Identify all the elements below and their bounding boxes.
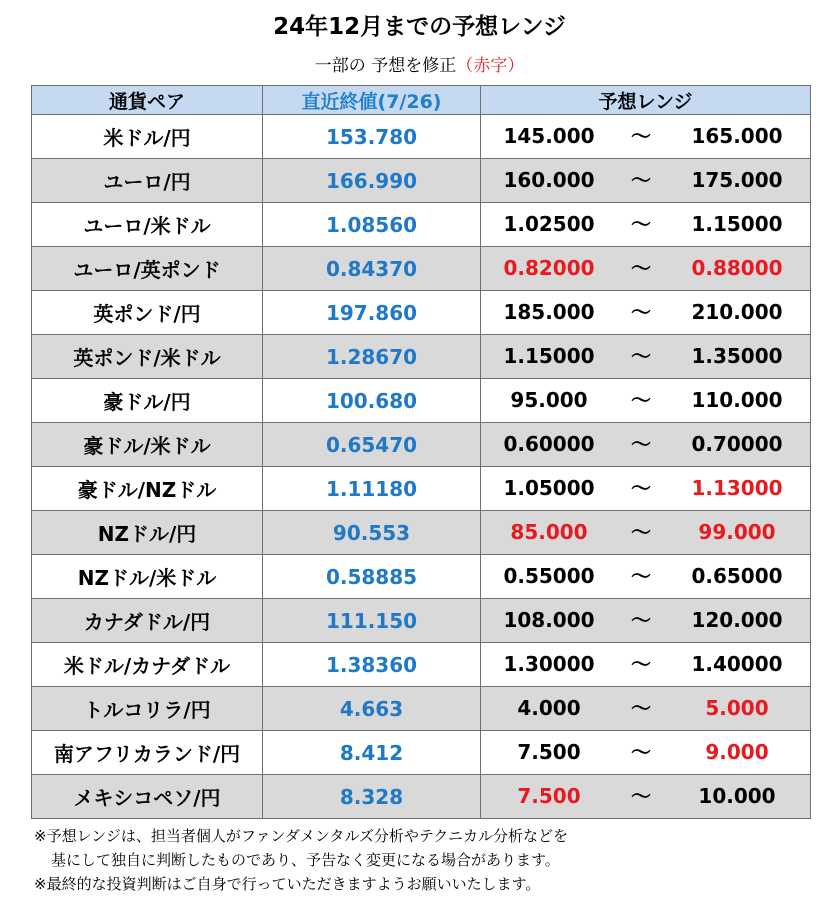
- currency-pair-cell: 米ドル/円: [32, 115, 263, 159]
- latest-close-cell: 90.553: [263, 511, 481, 555]
- range-high-value: 0.65000: [691, 564, 783, 588]
- currency-pair-cell: 豪ドル/円: [32, 379, 263, 423]
- latest-close-cell: 8.328: [263, 775, 481, 819]
- range-tilde: ～: [631, 168, 651, 192]
- forecast-range-cell: [481, 203, 811, 247]
- range-tilde: ～: [631, 520, 651, 544]
- table-row: [32, 115, 811, 159]
- forecast-range-cell: [481, 247, 811, 291]
- disclaimer-line: ※予想レンジは、担当者個人がファンダメンタルズ分析やテクニカル分析などを: [34, 827, 568, 845]
- currency-pair-cell: カナダドル/円: [32, 599, 263, 643]
- forecast-range-cell: [481, 511, 811, 555]
- forecast-range-cell: [481, 775, 811, 819]
- range-high-value: 1.15000: [691, 212, 783, 236]
- range-tilde: ～: [631, 344, 651, 368]
- latest-close-cell: 1.28670: [263, 335, 481, 379]
- table-header-row: [32, 86, 811, 115]
- currency-pair-cell: ユーロ/円: [32, 159, 263, 203]
- range-high-value: 0.88000: [691, 256, 783, 280]
- table-row: [32, 643, 811, 687]
- range-high-value: 10.000: [698, 784, 776, 808]
- table-row: [32, 335, 811, 379]
- range-tilde: ～: [631, 696, 651, 720]
- range-high-value: 5.000: [705, 696, 769, 720]
- header-latest-close: 直近終値(7/26): [263, 86, 481, 115]
- range-low-value: 7.500: [517, 740, 581, 764]
- latest-close-cell: 4.663: [263, 687, 481, 731]
- page-title: 24年12月までの予想レンジ: [273, 14, 566, 40]
- range-low-value: 108.000: [503, 608, 595, 632]
- forecast-range-cell: [481, 599, 811, 643]
- table-row: [32, 731, 811, 775]
- forecast-range-cell: [481, 731, 811, 775]
- range-high-value: 1.35000: [691, 344, 783, 368]
- range-low-value: 0.60000: [503, 432, 595, 456]
- range-tilde: ～: [631, 652, 651, 676]
- range-low-value: 185.000: [503, 300, 595, 324]
- latest-close-cell: 111.150: [263, 599, 481, 643]
- currency-pair-cell: 豪ドル/米ドル: [32, 423, 263, 467]
- range-high-value: 99.000: [698, 520, 776, 544]
- table-row: [32, 291, 811, 335]
- currency-pair-cell: NZドル/円: [32, 511, 263, 555]
- forecast-range-cell: [481, 115, 811, 159]
- range-tilde: ～: [631, 432, 651, 456]
- subtitle: [0, 51, 839, 76]
- range-low-value: 1.05000: [503, 476, 595, 500]
- range-high-value: 165.000: [691, 124, 783, 148]
- header-forecast-range: 予想レンジ: [481, 86, 811, 115]
- range-high-value: 210.000: [691, 300, 783, 324]
- range-tilde: ～: [631, 784, 651, 808]
- forecast-range-cell: [481, 159, 811, 203]
- latest-close-cell: 1.08560: [263, 203, 481, 247]
- currency-pair-cell: メキシコペソ/円: [32, 775, 263, 819]
- subtitle-note-open: （: [456, 56, 474, 76]
- currency-pair-cell: トルコリラ/円: [32, 687, 263, 731]
- disclaimer-line: 基にして独自に判断したものであり、予告なく変更になる場合があります。: [51, 851, 560, 869]
- table-row: [32, 247, 811, 291]
- range-low-value: 1.02500: [503, 212, 595, 236]
- disclaimer-notes: [34, 824, 568, 896]
- forecast-range-cell: [481, 423, 811, 467]
- currency-pair-cell: 英ポンド/円: [32, 291, 263, 335]
- range-tilde: ～: [631, 564, 651, 588]
- range-low-value: 0.82000: [503, 256, 595, 280]
- forecast-range-cell: [481, 687, 811, 731]
- range-high-value: 120.000: [691, 608, 783, 632]
- range-tilde: ～: [631, 476, 651, 500]
- currency-pair-cell: NZドル/米ドル: [32, 555, 263, 599]
- range-low-value: 1.15000: [503, 344, 595, 368]
- table-row: [32, 203, 811, 247]
- subtitle-note-close: ）: [507, 56, 525, 76]
- table-row: [32, 775, 811, 819]
- table-row: [32, 423, 811, 467]
- range-low-value: 0.55000: [503, 564, 595, 588]
- range-high-value: 9.000: [705, 740, 769, 764]
- currency-pair-cell: 豪ドル/NZドル: [32, 467, 263, 511]
- latest-close-cell: 0.84370: [263, 247, 481, 291]
- latest-close-cell: 8.412: [263, 731, 481, 775]
- latest-close-cell: 197.860: [263, 291, 481, 335]
- currency-pair-cell: 南アフリカランド/円: [32, 731, 263, 775]
- table-row: [32, 555, 811, 599]
- range-low-value: 160.000: [503, 168, 595, 192]
- forecast-range-cell: [481, 335, 811, 379]
- range-high-value: 0.70000: [691, 432, 783, 456]
- forecast-range-cell: [481, 379, 811, 423]
- forecast-range-cell: [481, 555, 811, 599]
- latest-close-cell: 1.11180: [263, 467, 481, 511]
- table-row: [32, 379, 811, 423]
- forecast-range-cell: [481, 291, 811, 335]
- latest-close-cell: 100.680: [263, 379, 481, 423]
- table-body: [32, 115, 811, 819]
- table-row: [32, 159, 811, 203]
- range-tilde: ～: [631, 124, 651, 148]
- subtitle-text: 一部の 予想を修正: [314, 56, 457, 76]
- range-high-value: 1.13000: [691, 476, 783, 500]
- currency-pair-cell: 英ポンド/米ドル: [32, 335, 263, 379]
- range-low-value: 95.000: [510, 388, 588, 412]
- range-high-value: 110.000: [691, 388, 783, 412]
- latest-close-cell: 1.38360: [263, 643, 481, 687]
- range-tilde: ～: [631, 388, 651, 412]
- currency-pair-cell: ユーロ/米ドル: [32, 203, 263, 247]
- range-tilde: ～: [631, 608, 651, 632]
- range-low-value: 4.000: [517, 696, 581, 720]
- forecast-range-cell: [481, 467, 811, 511]
- forecast-range-table: [31, 85, 811, 819]
- range-low-value: 85.000: [510, 520, 588, 544]
- disclaimer-line: ※最終的な投資判断はご自身で行っていただきますようお願いいたします。: [34, 875, 541, 893]
- table-row: [32, 511, 811, 555]
- table-row: [32, 467, 811, 511]
- range-tilde: ～: [631, 740, 651, 764]
- range-tilde: ～: [631, 212, 651, 236]
- currency-pair-cell: ユーロ/英ポンド: [32, 247, 263, 291]
- table-row: [32, 599, 811, 643]
- range-tilde: ～: [631, 300, 651, 324]
- currency-pair-cell: 米ドル/カナダドル: [32, 643, 263, 687]
- range-low-value: 1.30000: [503, 652, 595, 676]
- range-low-value: 7.500: [517, 784, 581, 808]
- subtitle-note: 赤字: [473, 56, 508, 76]
- range-tilde: ～: [631, 256, 651, 280]
- latest-close-cell: 0.65470: [263, 423, 481, 467]
- range-low-value: 145.000: [503, 124, 595, 148]
- range-high-value: 175.000: [691, 168, 783, 192]
- latest-close-cell: 0.58885: [263, 555, 481, 599]
- range-high-value: 1.40000: [691, 652, 783, 676]
- forecast-range-cell: [481, 643, 811, 687]
- table-row: [32, 687, 811, 731]
- header-currency-pair: 通貨ペア: [32, 86, 263, 115]
- latest-close-cell: 166.990: [263, 159, 481, 203]
- latest-close-cell: 153.780: [263, 115, 481, 159]
